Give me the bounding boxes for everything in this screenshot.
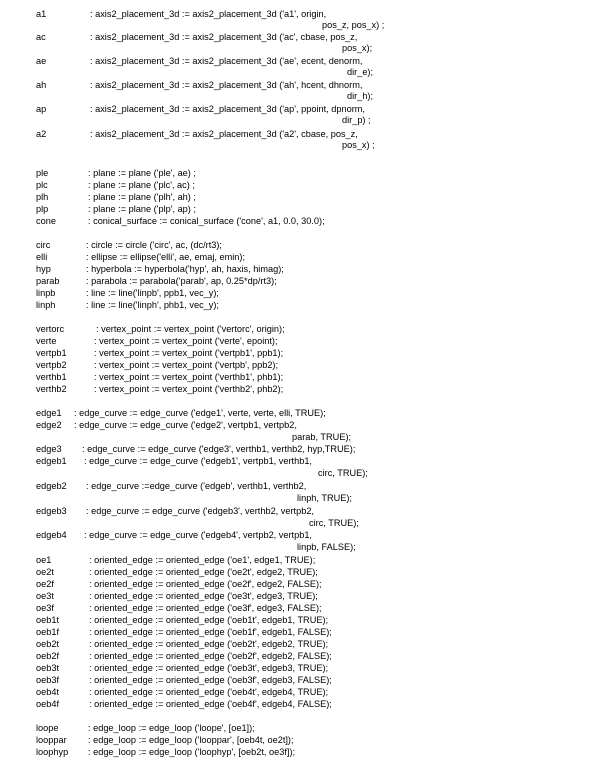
entity-name: oeb2t bbox=[36, 639, 59, 649]
entity-definition: : oriented_edge := oriented_edge ('oeb2f', edgeb2, FALSE); bbox=[89, 651, 332, 661]
entity-name: elli bbox=[36, 252, 48, 262]
entity-name: oeb4t bbox=[36, 687, 59, 697]
entity-definition: : edge_curve := edge_curve ('edge3', verthb1, verthb2, hyp,TRUE); bbox=[82, 444, 356, 454]
entity-name: plh bbox=[36, 192, 49, 202]
entity-name: ap bbox=[36, 104, 47, 114]
entity-definition: : hyperbola := hyperbola('hyp', ah, haxis, himag); bbox=[86, 264, 284, 274]
entity-definition-continued: pos_x); bbox=[342, 43, 373, 53]
entity-definition: : axis2_placement_3d := axis2_placement_3d ('ah', hcent, dhnorm, bbox=[90, 80, 363, 90]
entity-definition-continued: dir_h); bbox=[347, 91, 374, 101]
entity-name: oe3t bbox=[36, 591, 54, 601]
entity-definition: : edge_curve := edge_curve ('edge2', vertpb1, vertpb2, bbox=[74, 420, 297, 430]
entity-name: ah bbox=[36, 80, 47, 90]
entity-definition-continued: linph, TRUE); bbox=[297, 493, 352, 503]
entity-name: edgeb4 bbox=[36, 530, 67, 540]
entity-definition-continued: dir_e); bbox=[347, 67, 374, 77]
entity-definition: : edge_loop := edge_loop ('loope', [oe1]); bbox=[88, 723, 255, 733]
entity-name: linpb bbox=[36, 288, 56, 298]
entity-definition: : edge_curve := edge_curve ('edgeb1', vertpb1, verthb1, bbox=[84, 456, 312, 466]
entity-name: oeb2f bbox=[36, 651, 59, 661]
entity-name: edgeb2 bbox=[36, 481, 67, 491]
entity-definition: : edge_loop := edge_loop ('looppar', [oeb4t, oe2t]); bbox=[88, 735, 294, 745]
entity-name: oeb4f bbox=[36, 699, 59, 709]
entity-name: ple bbox=[36, 168, 49, 178]
entity-name: edge3 bbox=[36, 444, 62, 454]
entity-definition-continued: circ, TRUE); bbox=[309, 518, 359, 528]
entity-name: verte bbox=[36, 336, 57, 346]
entity-definition: : axis2_placement_3d := axis2_placement_3d ('ae', ecent, denorm, bbox=[90, 56, 363, 66]
entity-name: circ bbox=[36, 240, 51, 250]
entity-definition-continued: linpb, FALSE); bbox=[297, 542, 356, 552]
entity-definition: : oriented_edge := oriented_edge ('oeb3t', edgeb3, TRUE); bbox=[89, 663, 329, 673]
entity-definition: : conical_surface := conical_surface ('cone', a1, 0.0, 30.0); bbox=[88, 216, 325, 226]
entity-name: edgeb3 bbox=[36, 506, 67, 516]
entity-name: edgeb1 bbox=[36, 456, 67, 466]
entity-definition: : ellipse := ellipse('elli', ae, emaj, emin); bbox=[86, 252, 245, 262]
entity-definition: : edge_curve := edge_curve ('edgeb4', vertpb2, vertpb1, bbox=[84, 530, 312, 540]
entity-definition: : plane := plane ('plp', ap) ; bbox=[88, 204, 196, 214]
entity-name: a1 bbox=[36, 9, 47, 19]
entity-name: oeb1t bbox=[36, 615, 59, 625]
entity-name: oeb3t bbox=[36, 663, 59, 673]
entity-definition: : axis2_placement_3d := axis2_placement_3d ('ap', ppoint, dpnorm, bbox=[90, 104, 365, 114]
entity-definition-continued: circ, TRUE); bbox=[318, 468, 368, 478]
entity-name: ae bbox=[36, 56, 47, 66]
entity-definition: : vertex_point := vertex_point ('vertpb', ppb2); bbox=[94, 360, 279, 370]
entity-definition: : oriented_edge := oriented_edge ('oe3f', edge3, FALSE); bbox=[89, 603, 322, 613]
entity-name: edge1 bbox=[36, 408, 62, 418]
entity-definition: : vertex_point := vertex_point ('verte', epoint); bbox=[94, 336, 278, 346]
entity-definition: : plane := plane ('plc', ac) ; bbox=[88, 180, 195, 190]
entity-name: a2 bbox=[36, 129, 47, 139]
entity-name: oe1 bbox=[36, 555, 52, 565]
entity-definition: : plane := plane ('plh', ah) ; bbox=[88, 192, 196, 202]
entity-name: verthb1 bbox=[36, 372, 67, 382]
entity-definition: : edge_curve := edge_curve ('edge1', verte, verte, elli, TRUE); bbox=[74, 408, 326, 418]
entity-definition-continued: parab, TRUE); bbox=[292, 432, 352, 442]
entity-name: ac bbox=[36, 32, 46, 42]
entity-definition: : circle := circle ('circ', ac, (dc/rt3); bbox=[86, 240, 222, 250]
entity-definition-continued: dir_p) ; bbox=[342, 115, 371, 125]
entity-definition: : parabola := parabola('parab', ap, 0.25*dp/rt3); bbox=[86, 276, 277, 286]
entity-definition-continued: pos_x) ; bbox=[342, 140, 375, 150]
entity-name: hyp bbox=[36, 264, 51, 274]
entity-name: oeb1f bbox=[36, 627, 59, 637]
entity-definition: : line := line('linph', phb1, vec_y); bbox=[86, 300, 219, 310]
entity-name: vertpb1 bbox=[36, 348, 67, 358]
entity-definition: : axis2_placement_3d := axis2_placement_3d ('a2', cbase, pos_z, bbox=[90, 129, 358, 139]
entity-name: looppar bbox=[36, 735, 67, 745]
entity-name: verthb2 bbox=[36, 384, 67, 394]
entity-definition: : edge_curve := edge_curve ('edgeb3', verthb2, vertpb2, bbox=[86, 506, 314, 516]
entity-definition: : vertex_point := vertex_point ('vertorc', origin); bbox=[96, 324, 285, 334]
entity-definition: : edge_curve :=edge_curve ('edgeb', verthb1, verthb2, bbox=[86, 481, 307, 491]
entity-definition: : oriented_edge := oriented_edge ('oeb1t', edgeb1, TRUE); bbox=[89, 615, 329, 625]
entity-definition: : oriented_edge := oriented_edge ('oeb3f', edgeb3, FALSE); bbox=[89, 675, 332, 685]
entity-name: cone bbox=[36, 216, 56, 226]
entity-name: parab bbox=[36, 276, 60, 286]
entity-definition: : line := line('linpb', ppb1, vec_y); bbox=[86, 288, 219, 298]
entity-name: loope bbox=[36, 723, 59, 733]
entity-name: plc bbox=[36, 180, 48, 190]
entity-definition: : edge_loop := edge_loop ('loophyp', [oeb2t, oe3f]); bbox=[88, 747, 296, 757]
entity-definition: : axis2_placement_3d := axis2_placement_3d ('a1', origin, bbox=[90, 9, 327, 19]
entity-definition: : oriented_edge := oriented_edge ('oe3t', edge3, TRUE); bbox=[89, 591, 318, 601]
entity-name: oe2f bbox=[36, 579, 54, 589]
entity-name: loophyp bbox=[36, 747, 69, 757]
entity-definition: : oriented_edge := oriented_edge ('oeb1f', edgeb1, FALSE); bbox=[89, 627, 332, 637]
entity-name: vertpb2 bbox=[36, 360, 67, 370]
entity-name: plp bbox=[36, 204, 49, 214]
entity-definition: : oriented_edge := oriented_edge ('oe1', edge1, TRUE); bbox=[89, 555, 316, 565]
entity-definition-continued: pos_z, pos_x) ; bbox=[322, 20, 385, 30]
entity-definition: : oriented_edge := oriented_edge ('oeb4f', edgeb4, FALSE); bbox=[89, 699, 332, 709]
entity-name: edge2 bbox=[36, 420, 62, 430]
entity-name: linph bbox=[36, 300, 56, 310]
entity-name: oeb3f bbox=[36, 675, 59, 685]
entity-definition: : axis2_placement_3d := axis2_placement_3d ('ac', cbase, pos_z, bbox=[90, 32, 358, 42]
entity-name: vertorc bbox=[36, 324, 65, 334]
entity-name: oe2t bbox=[36, 567, 54, 577]
entity-definition: : vertex_point := vertex_point ('vertpb1', ppb1); bbox=[94, 348, 284, 358]
entity-definition: : oriented_edge := oriented_edge ('oeb4t', edgeb4, TRUE); bbox=[89, 687, 329, 697]
entity-definition: : vertex_point := vertex_point ('verthb2', phb2); bbox=[94, 384, 284, 394]
entity-definition: : oriented_edge := oriented_edge ('oe2t', edge2, TRUE); bbox=[89, 567, 318, 577]
entity-definition: : vertex_point := vertex_point ('verthb1', phb1); bbox=[94, 372, 284, 382]
entity-name: oe3f bbox=[36, 603, 54, 613]
entity-definition: : plane := plane ('ple', ae) ; bbox=[88, 168, 196, 178]
entity-definition: : oriented_edge := oriented_edge ('oe2f', edge2, FALSE); bbox=[89, 579, 322, 589]
entity-definition: : oriented_edge := oriented_edge ('oeb2t', edgeb2, TRUE); bbox=[89, 639, 329, 649]
